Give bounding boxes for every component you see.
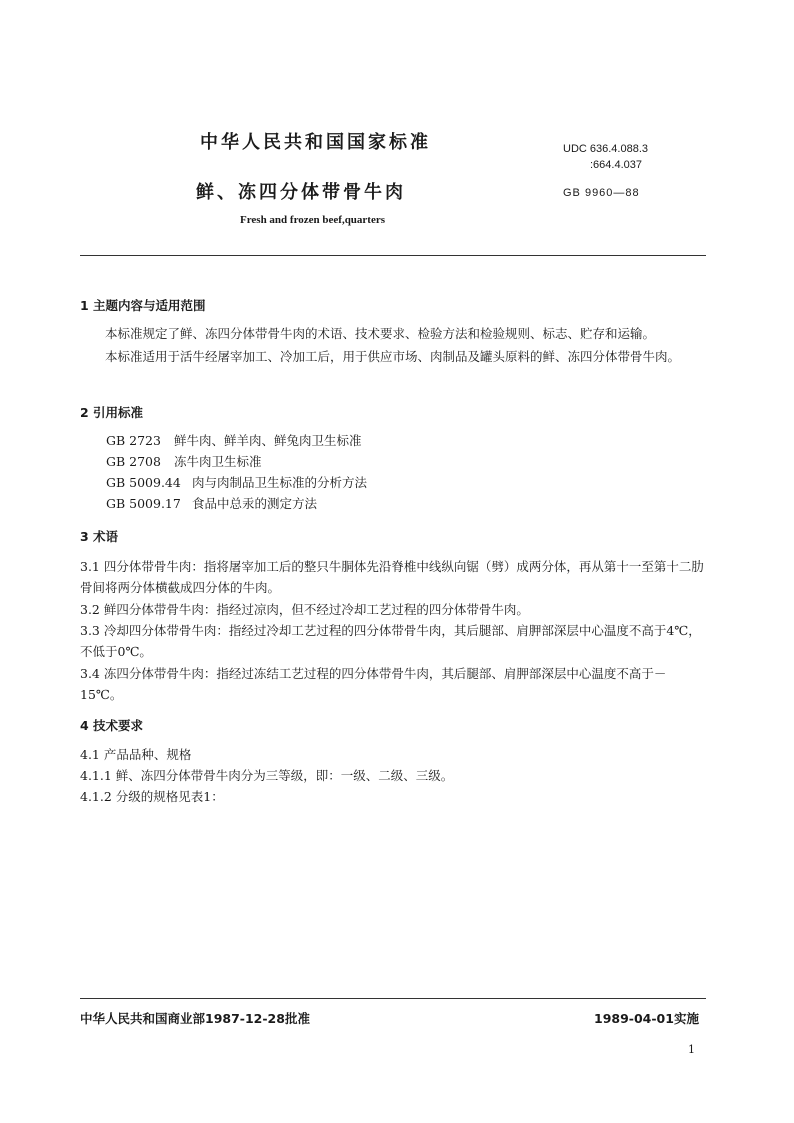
reference-item (106, 494, 317, 512)
reference-code: GB 2723 (106, 433, 161, 448)
reference-name: 鲜牛肉、鲜羊肉、鲜兔肉卫生标准 (174, 433, 362, 448)
reference-code: GB 2708 (106, 454, 161, 469)
page-number: 1 (688, 1043, 695, 1056)
section-2-heading: 2 引用标准 (80, 405, 144, 420)
section-1-heading: 1 主题内容与适用范围 (80, 298, 206, 313)
reference-name: 冻牛肉卫生标准 (174, 454, 262, 469)
reference-item (106, 431, 362, 449)
document-title: 鲜、冻四分体带骨牛肉 (196, 182, 406, 203)
section-1-paragraph-1: 本标准规定了鲜、冻四分体带骨牛肉的术语、技术要求、检验方法和检验规则、标志、贮存和运输。 (105, 326, 656, 341)
reference-item (106, 452, 262, 470)
reference-item (106, 473, 367, 491)
reference-code: GB 5009.17 (106, 496, 181, 511)
udc-code-line1: UDC 636.4.088.3 (563, 143, 648, 155)
term-3-3: 3.3 冷却四分体带骨牛肉：指经过冷却工艺过程的四分体带骨牛肉，其后腿部、肩胛部深层中心温度不高于4℃，不低于0℃。 (80, 623, 701, 659)
section-4-heading: 4 技术要求 (80, 718, 144, 733)
reference-name: 肉与肉制品卫生标准的分析方法 (192, 475, 368, 490)
approval-date: 中华人民共和国商业部1987-12-28批准 (80, 1011, 310, 1026)
clause-4-1-2: 4.1.2 分级的规格见表1： (80, 789, 224, 804)
gb-number: GB 9960—88 (563, 187, 640, 199)
effective-date: 1989-04-01实施 (594, 1011, 699, 1026)
reference-code: GB 5009.44 (106, 475, 181, 490)
term-3-2: 3.2 鲜四分体带骨牛肉：指经过凉肉，但不经过冷却工艺过程的四分体带骨牛肉。 (80, 602, 529, 617)
term-3-4: 3.4 冻四分体带骨牛肉：指经过冻结工艺过程的四分体带骨牛肉，其后腿部、肩胛部深层中心温度不高于－15℃。 (80, 666, 667, 702)
section-3-heading: 3 术语 (80, 529, 119, 544)
udc-code-line2: :664.4.037 (590, 159, 642, 171)
header-divider (80, 255, 706, 256)
clause-4-1: 4.1 产品品种、规格 (80, 747, 192, 762)
standard-org-title: 中华人民共和国国家标准 (200, 132, 431, 153)
reference-name: 食品中总汞的测定方法 (192, 496, 318, 511)
footer-divider (80, 998, 706, 999)
clause-4-1-1: 4.1.1 鲜、冻四分体带骨牛肉分为三等级，即：一级、二级、三级。 (80, 768, 454, 783)
section-1-paragraph-2: 本标准适用于活牛经屠宰加工、冷加工后，用于供应市场、肉制品及罐头原料的鲜、冻四分体带骨牛肉。 (105, 349, 681, 364)
term-3-1: 3.1 四分体带骨牛肉：指将屠宰加工后的整只牛胴体先沿脊椎中线纵向锯（劈）成两分体，再从第十一至第十二肋骨间将两分体横截成四分体的牛肉。 (80, 559, 704, 595)
document-title-english: Fresh and frozen beef,quarters (240, 214, 386, 226)
